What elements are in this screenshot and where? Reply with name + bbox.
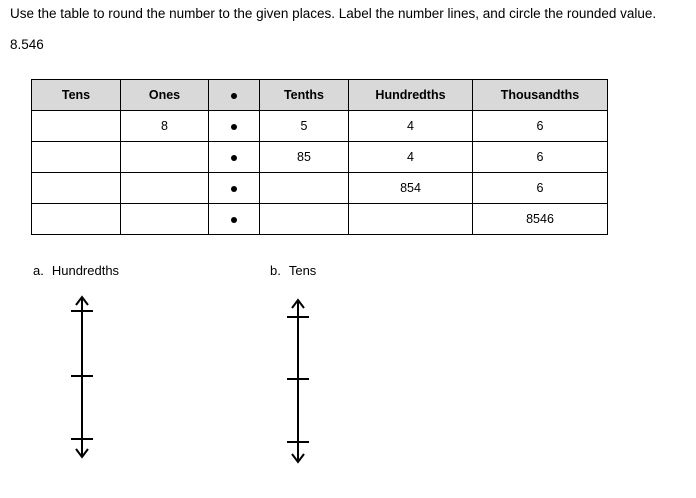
given-number: 8.546 <box>10 37 44 52</box>
table-row <box>32 173 608 204</box>
cell-tenths: 85 <box>260 142 349 173</box>
cell-decimal-point <box>209 173 260 204</box>
part-b-place: Tens <box>288 263 317 278</box>
table-row <box>32 111 608 142</box>
instructions-text: Use the table to round the number to the given places. Label the number lines, and circle the rounded value. <box>10 6 657 21</box>
cell-tens <box>32 142 121 173</box>
cell-ones <box>121 142 209 173</box>
cell-decimal-point <box>209 204 260 235</box>
part-a-label <box>33 263 119 278</box>
header-decimal-point <box>209 80 260 111</box>
part-b-label <box>270 263 316 278</box>
cell-decimal-point <box>209 142 260 173</box>
cell-decimal-point <box>209 111 260 142</box>
header-hundredths: Hundredths <box>349 80 473 111</box>
place-value-table <box>31 79 608 235</box>
decimal-point-icon <box>231 217 237 223</box>
cell-hundredths: 854 <box>349 173 473 204</box>
cell-thousandths: 6 <box>473 173 608 204</box>
header-thousandths: Thousandths <box>473 80 608 111</box>
cell-ones: 8 <box>121 111 209 142</box>
decimal-point-icon <box>231 124 237 130</box>
header-tens: Tens <box>32 80 121 111</box>
cell-tenths: 5 <box>260 111 349 142</box>
cell-ones <box>121 173 209 204</box>
header-ones: Ones <box>121 80 209 111</box>
part-b-letter: b. <box>270 263 281 278</box>
cell-tenths <box>260 204 349 235</box>
decimal-point-icon <box>231 93 237 99</box>
cell-thousandths: 6 <box>473 142 608 173</box>
cell-hundredths <box>349 204 473 235</box>
cell-hundredths: 4 <box>349 142 473 173</box>
table-header-row <box>32 80 608 111</box>
cell-tens <box>32 111 121 142</box>
cell-tenths <box>260 173 349 204</box>
part-a-place: Hundredths <box>51 263 120 278</box>
number-line-a <box>69 294 95 464</box>
header-tenths: Tenths <box>260 80 349 111</box>
cell-thousandths: 6 <box>473 111 608 142</box>
table-row <box>32 142 608 173</box>
table-row <box>32 204 608 235</box>
cell-ones <box>121 204 209 235</box>
number-line-b <box>285 297 311 467</box>
decimal-point-icon <box>231 186 237 192</box>
cell-tens <box>32 204 121 235</box>
cell-tens <box>32 173 121 204</box>
cell-hundredths: 4 <box>349 111 473 142</box>
decimal-point-icon <box>231 155 237 161</box>
cell-thousandths: 8546 <box>473 204 608 235</box>
part-a-letter: a. <box>33 263 44 278</box>
